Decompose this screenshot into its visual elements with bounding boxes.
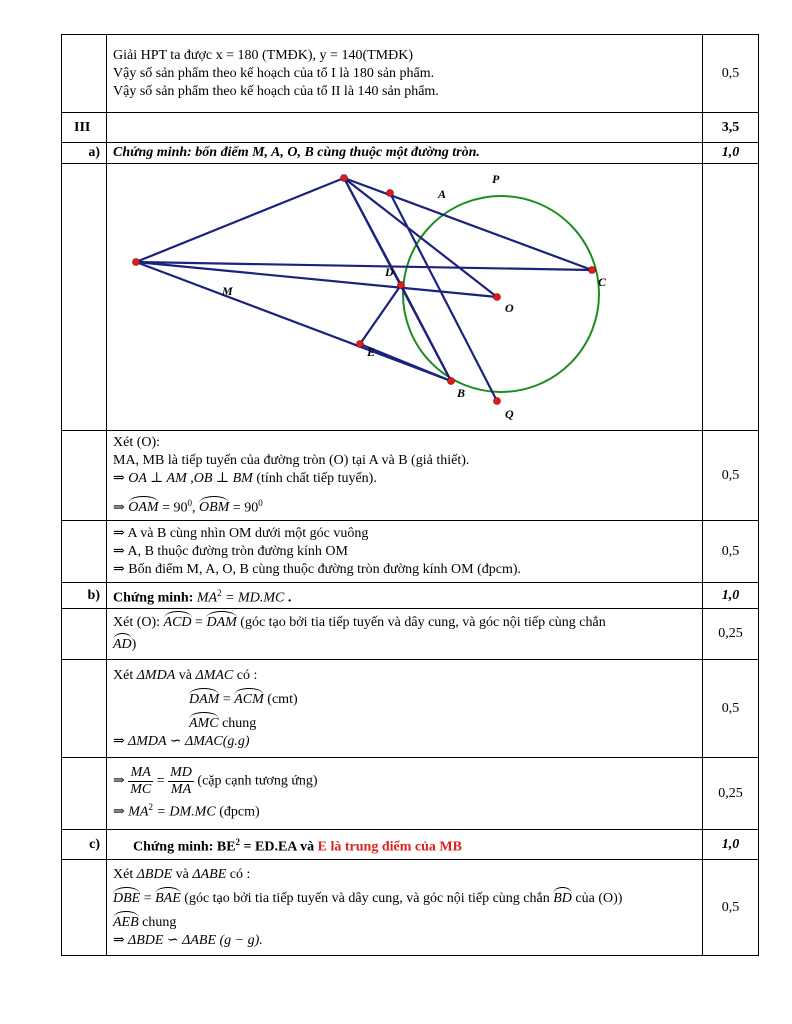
label-q: Q <box>505 407 514 421</box>
text-line: ⇒ Bốn điểm M, A, O, B cùng thuộc đường tròn đường kính OM (đpcm). <box>113 561 522 577</box>
row-part-c-title <box>62 830 759 860</box>
part-b-title: Chứng minh: $MA^2 = MD.MC$ . <box>107 583 703 609</box>
row-part-b-step-1 <box>62 609 759 660</box>
fraction-md-ma: $\frac{MD}{MA}$ <box>170 765 192 798</box>
hpt-line-2: Vậy số sản phẩm theo kế hoạch của tổ I là 180 sản phẩm. <box>113 65 435 81</box>
part-c-score: 1,0 <box>703 830 759 860</box>
text-line: ⇒ OAM = $90^0$, OBM = $90^0$ <box>113 497 263 516</box>
text-line: ⇒ OA ⊥ AM ,OB ⊥ BM (tính chất tiếp tuyến). <box>113 470 377 486</box>
col-number-cell <box>62 35 107 113</box>
part-c-step-1-score: 0,5 <box>703 860 759 956</box>
row-part-c-step-1 <box>62 860 759 956</box>
text-line: Xét ΔMDA và ΔMAC có : <box>113 667 258 683</box>
text-line: MA, MB là tiếp tuyến của đường tròn (O) tại A và B (giả thiết). <box>113 452 470 468</box>
label-o: O <box>505 301 514 315</box>
point-q <box>494 398 501 405</box>
text-line: DBE = BAE (góc tạo bởi tia tiếp tuyến và dây cung, và góc nội tiếp cùng chắn BD của (O)) <box>113 890 623 906</box>
figure-segments <box>136 178 592 401</box>
segment-ao <box>344 178 497 297</box>
point-c <box>589 267 596 274</box>
arc-oam: OAM <box>128 500 159 516</box>
geometry-figure <box>107 164 701 430</box>
row-figure <box>62 164 759 431</box>
segment-de <box>360 285 401 344</box>
row-hpt-result <box>62 35 759 113</box>
segment-ma <box>136 178 344 262</box>
section-number: III <box>62 113 107 143</box>
part-c-step-1 <box>107 860 703 956</box>
part-a-score: 1,0 <box>703 143 759 164</box>
text-line: ⇒ A, B thuộc đường tròn đường kính OM <box>113 543 348 559</box>
label-b: B <box>457 386 466 400</box>
row-part-a-title <box>62 143 759 164</box>
part-a-step-1-score: 0,5 <box>703 431 759 521</box>
part-b-step-3 <box>107 758 703 830</box>
label-p: P <box>492 172 500 186</box>
point-p <box>387 190 394 197</box>
row-part-b-step-2 <box>62 660 759 758</box>
arc-obm: OBM <box>198 500 230 516</box>
hpt-line-1: Giải HPT ta được x = 180 (TMĐK), y = 140(TMĐK) <box>113 47 413 63</box>
figure-cell <box>107 164 703 431</box>
text-line: ⇒ $\frac{MA}{MC}$ = $\frac{MD}{MA}$ (cặp cạnh tương ứng) <box>113 765 318 798</box>
part-c-label: c) <box>62 830 107 860</box>
text-line: Xét ΔBDE và ΔABE có : <box>113 866 251 882</box>
text-line: DAM = ACM (cmt) <box>189 691 298 707</box>
answer-table <box>61 34 759 956</box>
row-part-b-step-3 <box>62 758 759 830</box>
row-part-a-step-1 <box>62 431 759 521</box>
part-a-label: a) <box>62 143 107 164</box>
point-e <box>357 341 364 348</box>
segment-ac <box>344 178 592 270</box>
text-line: Xét (O): ACD = DAM (góc tạo bởi tia tiếp tuyến và dây cung, và góc nội tiếp cùng chắn <box>113 615 606 630</box>
part-b-step-3-score: 0,25 <box>703 758 759 830</box>
part-b-step-2-score: 0,5 <box>703 660 759 758</box>
row-part-b-title <box>62 583 759 609</box>
text-line: ⇒ ΔBDE ∽ ΔABE (g − g). <box>113 932 263 948</box>
figure-points <box>133 175 596 405</box>
section-blank-cell <box>107 113 703 143</box>
row-part-a-step-2 <box>62 521 759 583</box>
point-a <box>341 175 348 182</box>
part-a-step-1 <box>107 431 703 521</box>
part-a-step-2 <box>107 521 703 583</box>
part-b-step-1-score: 0,25 <box>703 609 759 660</box>
fraction-ma-mc: $\frac{MA}{MC}$ <box>130 765 152 798</box>
point-m <box>133 259 140 266</box>
hpt-line-3: Vậy số sản phẩm theo kế hoạch của tổ II là 140 sản phẩm. <box>113 83 439 99</box>
part-b-score: 1,0 <box>703 583 759 609</box>
text-line: AMC chung <box>189 715 257 731</box>
label-e: E <box>367 345 376 359</box>
part-b-step-2 <box>107 660 703 758</box>
text-line: ⇒ $MA^2 = DM.MC$ (đpcm) <box>113 802 260 820</box>
section-score: 3,5 <box>703 113 759 143</box>
part-b-step-1 <box>107 609 703 660</box>
text-line: Xét (O): <box>113 434 161 450</box>
label-d: D <box>385 265 394 279</box>
label-c: C <box>598 275 607 289</box>
part-b-label: b) <box>62 583 107 609</box>
point-o <box>494 294 501 301</box>
text-line: ⇒ ΔMDA ∽ ΔMAC(g.g) <box>113 733 250 749</box>
label-a: A <box>438 187 447 201</box>
point-d <box>398 282 405 289</box>
part-a-step-2-score: 0,5 <box>703 521 759 583</box>
text-line: ⇒ A và B cùng nhìn OM dưới một góc vuông <box>113 525 369 541</box>
content-cell <box>107 35 703 113</box>
part-a-title: Chứng minh: bốn điểm M, A, O, B cùng thuộc một đường tròn. <box>107 143 703 164</box>
score-cell: 0,5 <box>703 35 759 113</box>
text-line: AEB chung <box>113 914 177 930</box>
label-m: M <box>222 284 233 298</box>
row-section-iii <box>62 113 759 143</box>
circle-o <box>403 196 599 392</box>
point-b <box>448 378 455 385</box>
text-line: AD) <box>113 637 137 652</box>
part-c-title: Chứng minh: $BE^2 = ED.EA$ và E là trung điểm của MB <box>107 830 703 860</box>
